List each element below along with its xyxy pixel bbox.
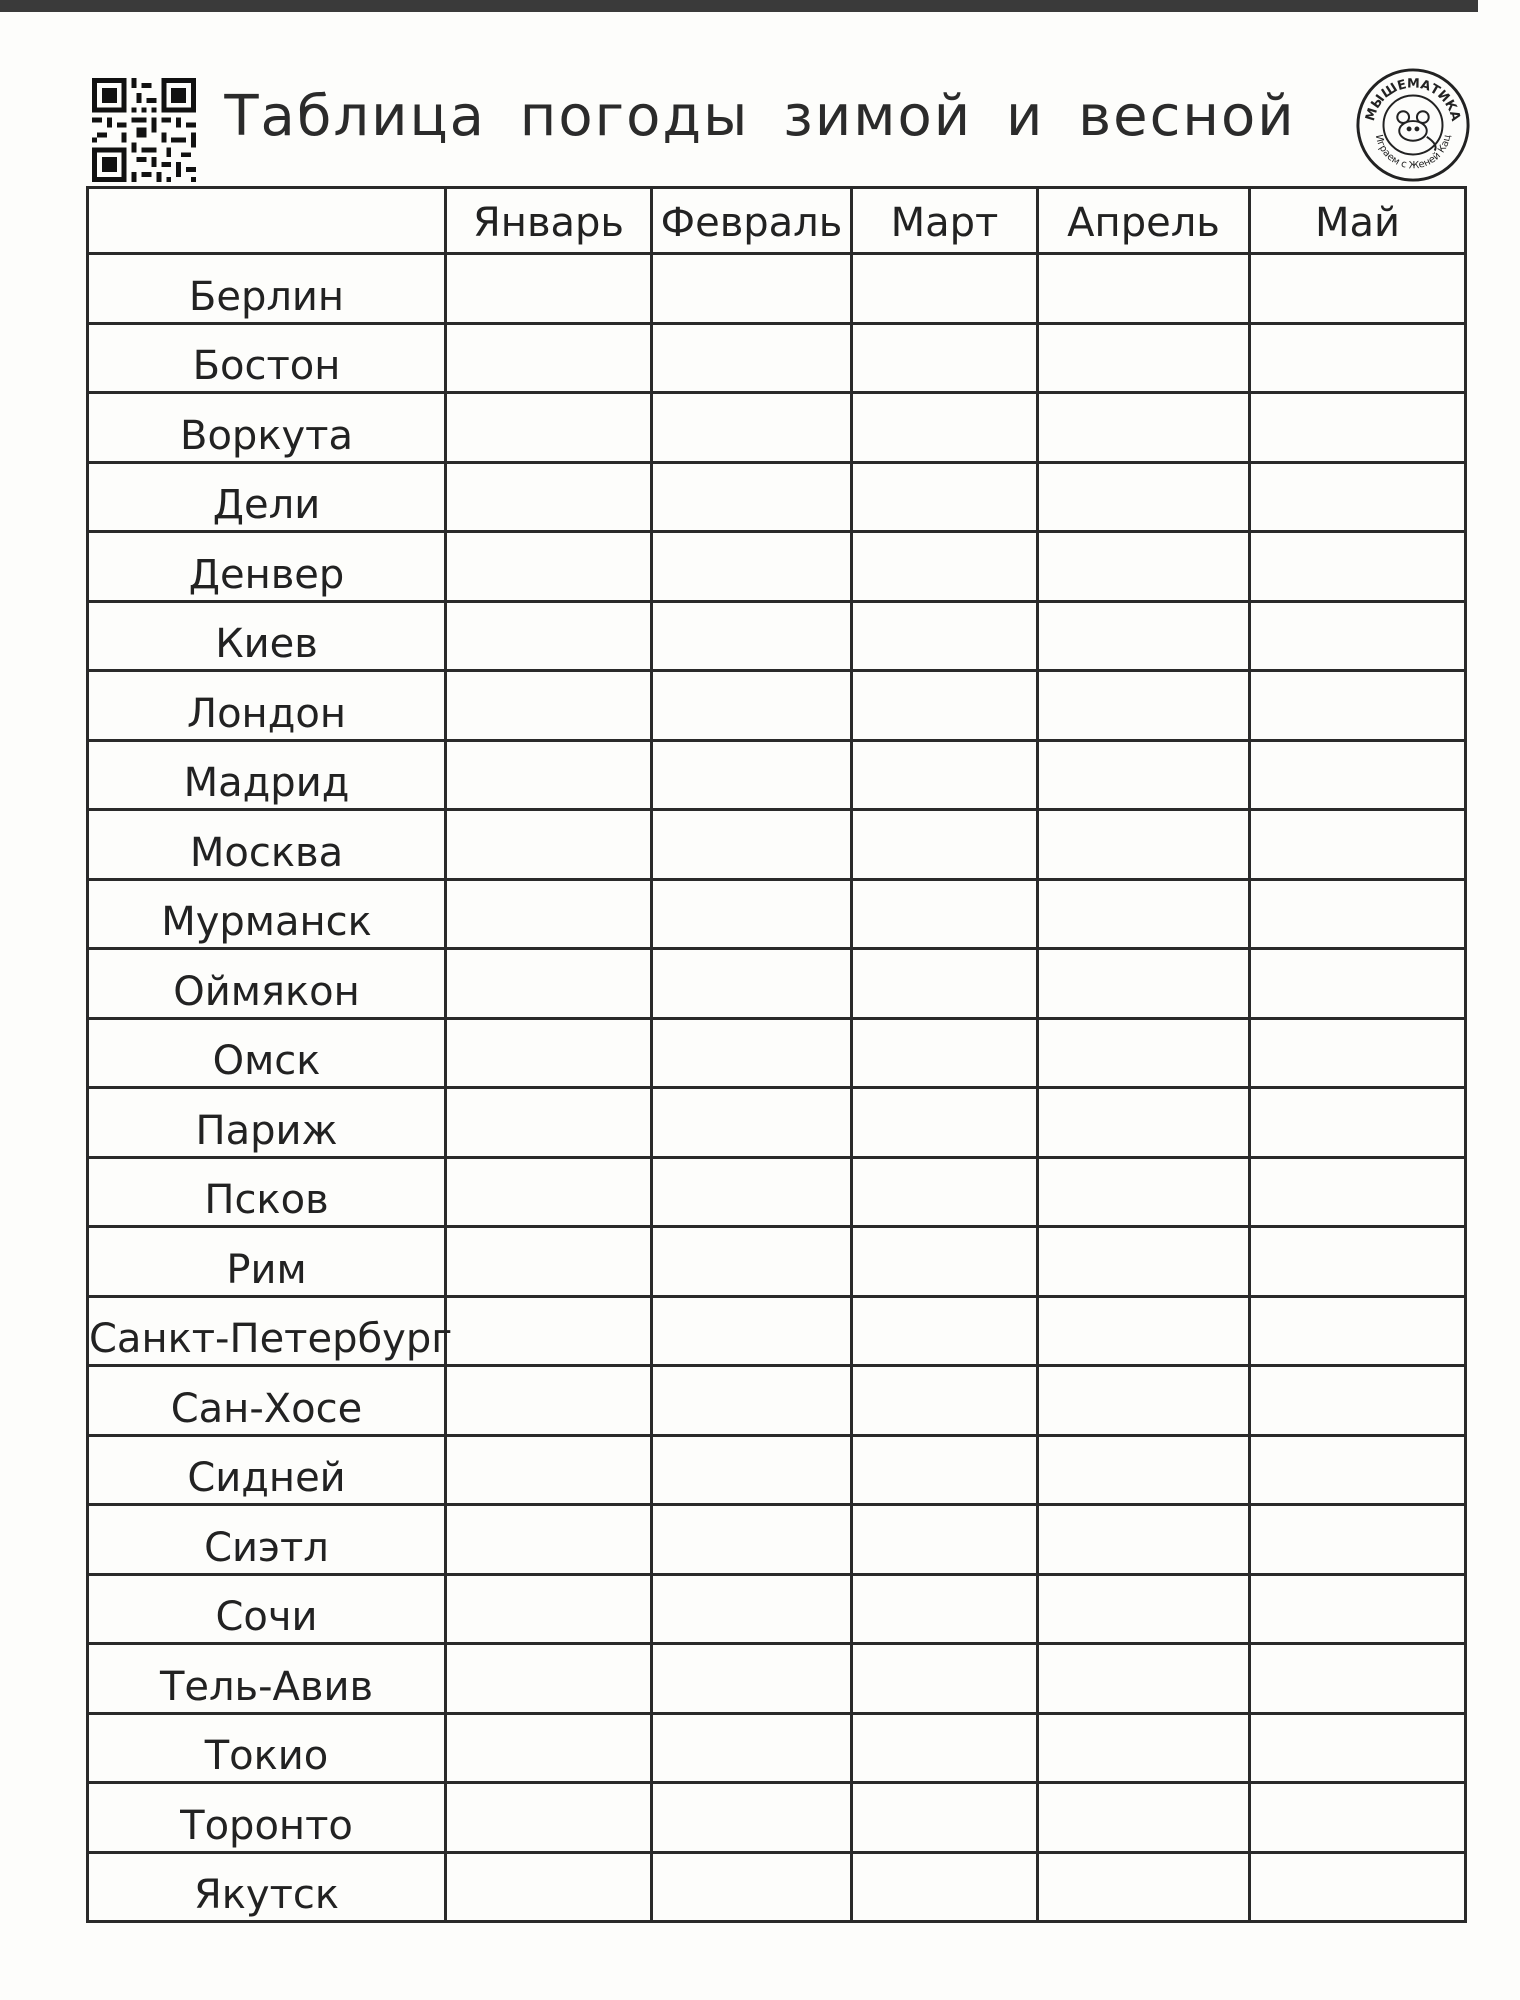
weather-cell[interactable] bbox=[852, 1505, 1038, 1575]
weather-cell[interactable] bbox=[1250, 393, 1466, 463]
city-name: Якутск bbox=[88, 1852, 446, 1922]
weather-cell[interactable] bbox=[1250, 810, 1466, 880]
weather-cell[interactable] bbox=[652, 1227, 852, 1297]
table-row bbox=[88, 1783, 1466, 1853]
weather-cell[interactable] bbox=[1038, 1018, 1250, 1088]
city-name: Воркута bbox=[88, 393, 446, 463]
table-row bbox=[88, 949, 1466, 1019]
weather-cell[interactable] bbox=[852, 1157, 1038, 1227]
weather-table bbox=[86, 186, 1467, 1923]
table-row bbox=[88, 879, 1466, 949]
table-row bbox=[88, 1435, 1466, 1505]
city-name: Берлин bbox=[88, 254, 446, 324]
weather-cell[interactable] bbox=[652, 949, 852, 1019]
weather-cell[interactable] bbox=[446, 1713, 652, 1783]
weather-cell[interactable] bbox=[852, 532, 1038, 602]
weather-cell[interactable] bbox=[852, 323, 1038, 393]
table-body bbox=[88, 254, 1466, 1922]
weather-cell[interactable] bbox=[1250, 254, 1466, 324]
weather-cell[interactable] bbox=[852, 393, 1038, 463]
city-name: Денвер bbox=[88, 532, 446, 602]
weather-cell[interactable] bbox=[446, 1088, 652, 1158]
svg-text:Играем с Женей Кац bbox=[1373, 133, 1453, 171]
weather-cell[interactable] bbox=[446, 810, 652, 880]
weather-cell[interactable] bbox=[1250, 323, 1466, 393]
weather-cell[interactable] bbox=[1250, 1088, 1466, 1158]
weather-cell[interactable] bbox=[852, 1018, 1038, 1088]
weather-cell[interactable] bbox=[1038, 1713, 1250, 1783]
weather-cell[interactable] bbox=[1250, 949, 1466, 1019]
table-row bbox=[88, 1366, 1466, 1436]
weather-cell[interactable] bbox=[1038, 1296, 1250, 1366]
month-header: Май bbox=[1250, 188, 1466, 254]
weather-cell[interactable] bbox=[446, 1157, 652, 1227]
weather-cell[interactable] bbox=[1038, 323, 1250, 393]
weather-cell[interactable] bbox=[446, 1783, 652, 1853]
weather-cell[interactable] bbox=[446, 740, 652, 810]
city-name: Москва bbox=[88, 810, 446, 880]
weather-cell[interactable] bbox=[446, 462, 652, 532]
weather-cell[interactable] bbox=[446, 254, 652, 324]
weather-cell[interactable] bbox=[1250, 1574, 1466, 1644]
city-name: Сидней bbox=[88, 1435, 446, 1505]
weather-cell[interactable] bbox=[852, 740, 1038, 810]
table-row bbox=[88, 323, 1466, 393]
table-row bbox=[88, 1227, 1466, 1297]
city-name: Тель-Авив bbox=[88, 1644, 446, 1714]
city-name: Рим bbox=[88, 1227, 446, 1297]
table-row bbox=[88, 1018, 1466, 1088]
weather-cell[interactable] bbox=[652, 1435, 852, 1505]
weather-cell[interactable] bbox=[1038, 601, 1250, 671]
weather-cell[interactable] bbox=[852, 810, 1038, 880]
weather-cell[interactable] bbox=[1038, 1157, 1250, 1227]
weather-cell[interactable] bbox=[852, 1366, 1038, 1436]
weather-cell[interactable] bbox=[446, 1018, 652, 1088]
weather-cell[interactable] bbox=[1038, 1852, 1250, 1922]
month-header: Март bbox=[852, 188, 1038, 254]
weather-cell[interactable] bbox=[852, 1227, 1038, 1297]
month-header: Февраль bbox=[652, 188, 852, 254]
weather-cell[interactable] bbox=[852, 601, 1038, 671]
weather-cell[interactable] bbox=[852, 1435, 1038, 1505]
table-row bbox=[88, 1088, 1466, 1158]
weather-cell[interactable] bbox=[1250, 1435, 1466, 1505]
weather-cell[interactable] bbox=[1038, 671, 1250, 741]
weather-cell[interactable] bbox=[652, 462, 852, 532]
table-row bbox=[88, 671, 1466, 741]
weather-cell[interactable] bbox=[652, 1088, 852, 1158]
weather-cell[interactable] bbox=[1250, 1157, 1466, 1227]
table-row bbox=[88, 1296, 1466, 1366]
table-row bbox=[88, 1713, 1466, 1783]
weather-cell[interactable] bbox=[1038, 1366, 1250, 1436]
logo-bottom-text: Играем с Женей Кац bbox=[1372, 133, 1454, 172]
city-name: Оймякон bbox=[88, 949, 446, 1019]
city-name: Киев bbox=[88, 601, 446, 671]
weather-cell[interactable] bbox=[652, 1852, 852, 1922]
weather-cell[interactable] bbox=[652, 254, 852, 324]
weather-cell[interactable] bbox=[446, 671, 652, 741]
weather-cell[interactable] bbox=[1250, 1505, 1466, 1575]
city-name: Бостон bbox=[88, 323, 446, 393]
weather-cell[interactable] bbox=[1250, 462, 1466, 532]
table-row bbox=[88, 810, 1466, 880]
weather-cell[interactable] bbox=[1038, 1227, 1250, 1297]
city-name: Токио bbox=[88, 1713, 446, 1783]
weather-cell[interactable] bbox=[652, 601, 852, 671]
month-header: Апрель bbox=[1038, 188, 1250, 254]
weather-cell[interactable] bbox=[852, 1852, 1038, 1922]
city-name: Псков bbox=[88, 1157, 446, 1227]
table-row bbox=[88, 1644, 1466, 1714]
weather-cell[interactable] bbox=[852, 1783, 1038, 1853]
weather-cell[interactable] bbox=[852, 1088, 1038, 1158]
logo-top-text: МЫШЕМАТИКА bbox=[1362, 76, 1463, 123]
weather-cell[interactable] bbox=[446, 1852, 652, 1922]
weather-cell[interactable] bbox=[852, 671, 1038, 741]
city-name: Лондон bbox=[88, 671, 446, 741]
weather-cell[interactable] bbox=[652, 393, 852, 463]
weather-cell[interactable] bbox=[446, 1505, 652, 1575]
weather-cell[interactable] bbox=[652, 1505, 852, 1575]
page-title: Таблица погоды зимой и весной bbox=[224, 84, 1296, 149]
city-name: Санкт-Петербург bbox=[88, 1296, 446, 1366]
weather-cell[interactable] bbox=[1038, 740, 1250, 810]
month-header: Январь bbox=[446, 188, 652, 254]
weather-cell[interactable] bbox=[652, 532, 852, 602]
weather-cell[interactable] bbox=[446, 1644, 652, 1714]
weather-cell[interactable] bbox=[1038, 393, 1250, 463]
table-header-row bbox=[88, 188, 1466, 254]
table-row bbox=[88, 740, 1466, 810]
weather-cell[interactable] bbox=[852, 254, 1038, 324]
weather-cell[interactable] bbox=[652, 810, 852, 880]
weather-cell[interactable] bbox=[1038, 532, 1250, 602]
weather-cell[interactable] bbox=[652, 1644, 852, 1714]
weather-cell[interactable] bbox=[1250, 532, 1466, 602]
city-name: Париж bbox=[88, 1088, 446, 1158]
weather-cell[interactable] bbox=[446, 323, 652, 393]
weather-cell[interactable] bbox=[1250, 601, 1466, 671]
weather-cell[interactable] bbox=[1038, 1435, 1250, 1505]
table-row bbox=[88, 393, 1466, 463]
weather-cell[interactable] bbox=[1038, 879, 1250, 949]
corner-cell bbox=[88, 188, 446, 254]
weather-cell[interactable] bbox=[1038, 1783, 1250, 1853]
weather-cell[interactable] bbox=[1250, 1227, 1466, 1297]
weather-cell[interactable] bbox=[1038, 810, 1250, 880]
city-name: Омск bbox=[88, 1018, 446, 1088]
weather-cell[interactable] bbox=[652, 1157, 852, 1227]
weather-cell[interactable] bbox=[1038, 1505, 1250, 1575]
weather-cell[interactable] bbox=[1250, 1713, 1466, 1783]
weather-cell[interactable] bbox=[446, 1366, 652, 1436]
mouse-math-logo bbox=[1354, 66, 1472, 184]
weather-cell[interactable] bbox=[446, 393, 652, 463]
weather-cell[interactable] bbox=[1250, 1644, 1466, 1714]
table-row bbox=[88, 1852, 1466, 1922]
weather-cell[interactable] bbox=[446, 879, 652, 949]
weather-cell[interactable] bbox=[1250, 879, 1466, 949]
weather-cell[interactable] bbox=[446, 1574, 652, 1644]
weather-cell[interactable] bbox=[1250, 671, 1466, 741]
weather-cell[interactable] bbox=[652, 740, 852, 810]
weather-cell[interactable] bbox=[652, 1018, 852, 1088]
weather-cell[interactable] bbox=[1038, 1574, 1250, 1644]
scan-border bbox=[0, 0, 1478, 12]
table-row bbox=[88, 1574, 1466, 1644]
weather-cell[interactable] bbox=[1038, 949, 1250, 1019]
weather-cell[interactable] bbox=[1038, 254, 1250, 324]
weather-cell[interactable] bbox=[652, 671, 852, 741]
city-name: Мурманск bbox=[88, 879, 446, 949]
weather-cell[interactable] bbox=[652, 1366, 852, 1436]
weather-cell[interactable] bbox=[1250, 1852, 1466, 1922]
city-name: Мадрид bbox=[88, 740, 446, 810]
weather-cell[interactable] bbox=[852, 462, 1038, 532]
weather-cell[interactable] bbox=[852, 1713, 1038, 1783]
weather-cell[interactable] bbox=[446, 532, 652, 602]
weather-cell[interactable] bbox=[652, 879, 852, 949]
weather-cell[interactable] bbox=[652, 1783, 852, 1853]
weather-cell[interactable] bbox=[1038, 1644, 1250, 1714]
weather-cell[interactable] bbox=[1250, 1783, 1466, 1853]
weather-cell[interactable] bbox=[852, 949, 1038, 1019]
city-name: Сиэтл bbox=[88, 1505, 446, 1575]
weather-cell[interactable] bbox=[1250, 1366, 1466, 1436]
weather-cell[interactable] bbox=[1250, 1018, 1466, 1088]
table-row bbox=[88, 462, 1466, 532]
weather-cell[interactable] bbox=[1038, 1088, 1250, 1158]
table-row bbox=[88, 1505, 1466, 1575]
weather-cell[interactable] bbox=[652, 1296, 852, 1366]
weather-cell[interactable] bbox=[652, 1574, 852, 1644]
table-row bbox=[88, 532, 1466, 602]
weather-cell[interactable] bbox=[652, 323, 852, 393]
weather-cell[interactable] bbox=[446, 1435, 652, 1505]
table-row bbox=[88, 1157, 1466, 1227]
weather-cell[interactable] bbox=[1250, 740, 1466, 810]
weather-cell[interactable] bbox=[1250, 1296, 1466, 1366]
weather-cell[interactable] bbox=[446, 949, 652, 1019]
city-name: Торонто bbox=[88, 1783, 446, 1853]
weather-cell[interactable] bbox=[1038, 462, 1250, 532]
city-name: Дели bbox=[88, 462, 446, 532]
table-row bbox=[88, 601, 1466, 671]
weather-cell[interactable] bbox=[446, 1227, 652, 1297]
weather-cell[interactable] bbox=[852, 1296, 1038, 1366]
weather-cell[interactable] bbox=[652, 1713, 852, 1783]
table-row bbox=[88, 254, 1466, 324]
weather-cell[interactable] bbox=[446, 601, 652, 671]
weather-cell[interactable] bbox=[852, 1574, 1038, 1644]
city-name: Сочи bbox=[88, 1574, 446, 1644]
weather-cell[interactable] bbox=[852, 879, 1038, 949]
mouse-icon bbox=[1397, 111, 1435, 150]
weather-cell[interactable] bbox=[852, 1644, 1038, 1714]
weather-cell[interactable] bbox=[446, 1296, 652, 1366]
city-name: Сан-Хосе bbox=[88, 1366, 446, 1436]
